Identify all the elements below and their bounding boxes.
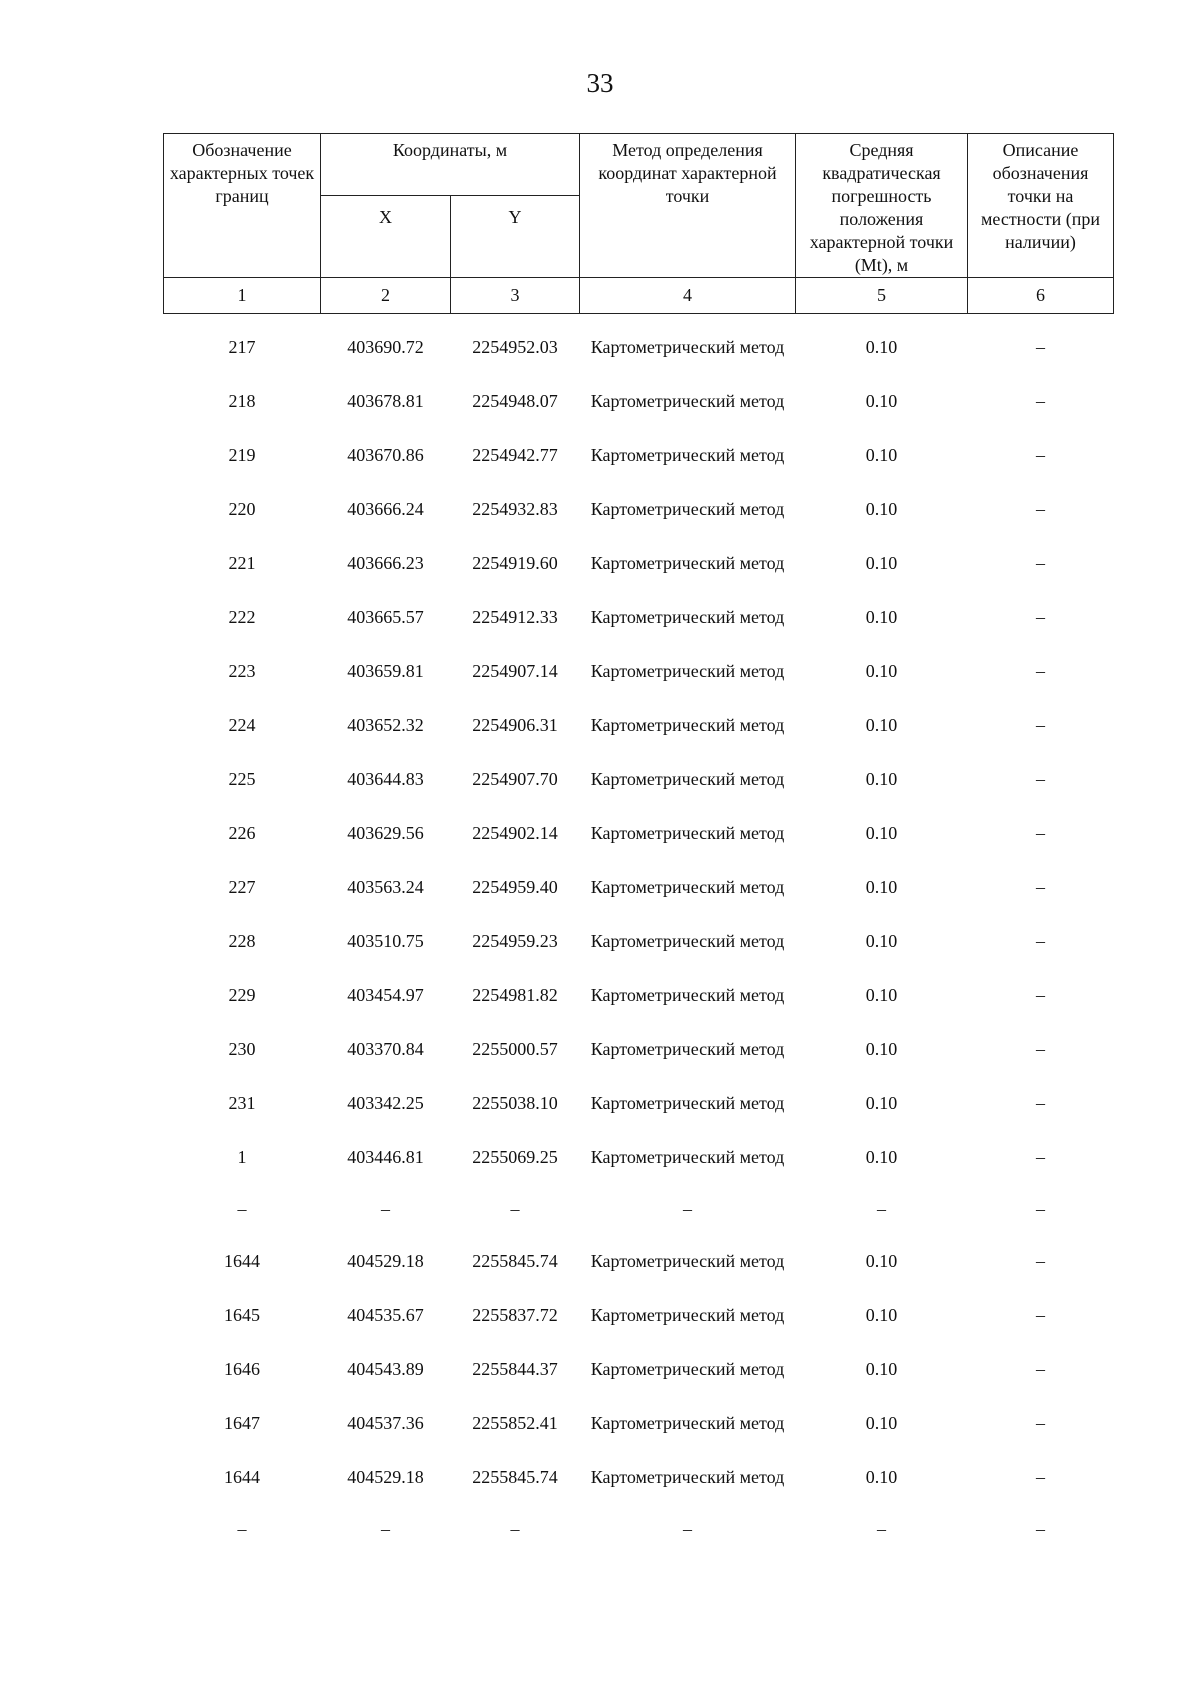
x-coordinate-cell: 403454.97	[347, 985, 424, 1005]
y-coordinate-cell: –	[510, 1519, 520, 1539]
x-coordinate-cell: 403659.81	[347, 661, 424, 681]
point-id-cell: 227	[228, 877, 256, 897]
point-id-cell: 231	[228, 1093, 256, 1113]
x-coordinate-cell: 403644.83	[347, 769, 424, 789]
description-cell: –	[1036, 661, 1046, 681]
point-id-cell: 226	[228, 823, 256, 843]
x-coordinate-cell: 403446.81	[347, 1147, 424, 1167]
y-coordinate-cell: 2255000.57	[472, 1039, 558, 1059]
y-coordinate-cell: 2254906.31	[472, 715, 558, 735]
method-cell: Картометрический метод	[590, 930, 785, 951]
table-row	[164, 1342, 1114, 1396]
y-coordinate-cell: 2254907.70	[472, 769, 558, 789]
error-cell: 0.10	[865, 1467, 898, 1487]
point-id-cell: –	[237, 1519, 247, 1539]
y-coordinate-cell: 2254959.23	[472, 931, 558, 951]
description-cell: –	[1036, 607, 1046, 627]
description-cell: –	[1036, 1467, 1046, 1487]
method-cell: Картометрический метод	[590, 876, 785, 897]
table-row	[164, 860, 1114, 914]
header-error: Средняя квадратическая погрешность положения характерной точки (Mt), м	[796, 134, 968, 278]
method-cell: Картометрический метод	[590, 1466, 785, 1487]
y-coordinate-cell: 2254959.40	[472, 877, 558, 897]
method-cell: Картометрический метод	[590, 1358, 785, 1379]
error-cell: 0.10	[865, 1413, 898, 1433]
error-cell: 0.10	[865, 931, 898, 951]
error-cell: 0.10	[865, 877, 898, 897]
column-number-row	[164, 278, 1114, 314]
y-coordinate-cell: 2254952.03	[472, 337, 558, 357]
description-cell: –	[1036, 985, 1046, 1005]
x-coordinate-cell: –	[381, 1199, 390, 1219]
method-cell: –	[683, 1518, 693, 1539]
column-number: 1	[164, 278, 321, 314]
error-cell: 0.10	[865, 1305, 898, 1325]
error-cell: 0.10	[865, 661, 898, 681]
table-row	[164, 428, 1114, 482]
table-row	[164, 1022, 1114, 1076]
method-cell: Картометрический метод	[590, 336, 785, 357]
x-coordinate-cell: 404529.18	[347, 1251, 424, 1271]
x-coordinate-cell: 403563.24	[347, 877, 424, 897]
table-row	[164, 482, 1114, 536]
y-coordinate-cell: 2255038.10	[472, 1093, 558, 1113]
method-cell: Картометрический метод	[590, 1092, 785, 1113]
method-cell: Картометрический метод	[590, 552, 785, 573]
error-cell: 0.10	[865, 1093, 898, 1113]
table-row	[164, 644, 1114, 698]
point-id-cell: –	[237, 1199, 247, 1219]
error-cell: 0.10	[865, 1359, 898, 1379]
x-coordinate-cell: 404537.36	[347, 1413, 424, 1433]
y-coordinate-cell: 2255845.74	[472, 1251, 558, 1271]
method-cell: Картометрический метод	[590, 498, 785, 519]
header-method: Метод определения координат характерной точки	[580, 134, 796, 278]
method-cell: Картометрический метод	[590, 1412, 785, 1433]
x-coordinate-cell: 403665.57	[347, 607, 424, 627]
description-cell: –	[1036, 1359, 1046, 1379]
description-cell: –	[1036, 877, 1046, 897]
method-cell: Картометрический метод	[590, 768, 785, 789]
description-cell: –	[1036, 823, 1046, 843]
description-cell: –	[1036, 337, 1046, 357]
x-coordinate-cell: 403666.23	[347, 553, 424, 573]
method-cell: Картометрический метод	[590, 1250, 785, 1271]
error-cell: –	[877, 1199, 887, 1219]
header-x: X	[321, 196, 451, 278]
point-id-cell: 220	[228, 499, 256, 519]
point-id-cell: 219	[228, 445, 256, 465]
y-coordinate-cell: 2255844.37	[472, 1359, 558, 1379]
error-cell: –	[877, 1519, 887, 1539]
point-id-cell: 218	[228, 391, 256, 411]
table-row	[164, 914, 1114, 968]
description-cell: –	[1036, 1199, 1046, 1219]
header-coordinates: Координаты, м	[321, 134, 580, 196]
y-coordinate-cell: 2254907.14	[472, 661, 558, 681]
table-row	[164, 374, 1114, 428]
table-row	[164, 806, 1114, 860]
point-id-cell: 230	[228, 1039, 256, 1059]
table-row	[164, 590, 1114, 644]
x-coordinate-cell: 403678.81	[347, 391, 424, 411]
column-number: 2	[321, 278, 451, 314]
error-cell: 0.10	[865, 391, 898, 411]
description-cell: –	[1036, 1039, 1046, 1059]
description-cell: –	[1036, 1413, 1046, 1433]
description-cell: –	[1036, 931, 1046, 951]
column-number: 6	[968, 278, 1114, 314]
y-coordinate-cell: 2254912.33	[472, 607, 558, 627]
table-row	[164, 698, 1114, 752]
column-number: 4	[580, 278, 796, 314]
error-cell: 0.10	[865, 769, 898, 789]
point-id-cell: 1645	[224, 1305, 260, 1325]
method-cell: Картометрический метод	[590, 1038, 785, 1059]
method-cell: Картометрический метод	[590, 714, 785, 735]
y-coordinate-cell: 2254902.14	[472, 823, 558, 843]
method-cell: Картометрический метод	[590, 606, 785, 627]
coordinates-table	[163, 133, 1114, 1554]
point-id-cell: 222	[228, 607, 256, 627]
y-coordinate-cell: –	[510, 1199, 520, 1219]
coordinates-sheet	[163, 133, 1113, 1554]
x-coordinate-cell: 404535.67	[347, 1305, 424, 1325]
error-cell: 0.10	[865, 553, 898, 573]
description-cell: –	[1036, 1093, 1046, 1113]
table-row	[164, 314, 1114, 375]
point-id-cell: 224	[228, 715, 256, 735]
point-id-cell: 217	[228, 337, 256, 357]
y-coordinate-cell: 2254948.07	[472, 391, 558, 411]
table-row	[164, 536, 1114, 590]
x-coordinate-cell: 403670.86	[347, 445, 424, 465]
x-coordinate-cell: 403690.72	[347, 337, 424, 357]
y-coordinate-cell: 2254932.83	[472, 499, 558, 519]
point-id-cell: 1646	[224, 1359, 260, 1379]
point-id-cell: 1647	[224, 1413, 260, 1433]
x-coordinate-cell: 404529.18	[347, 1467, 424, 1487]
x-coordinate-cell: 403342.25	[347, 1093, 424, 1113]
description-cell: –	[1036, 1519, 1046, 1539]
column-number: 5	[796, 278, 968, 314]
error-cell: 0.10	[865, 445, 898, 465]
description-cell: –	[1036, 1147, 1046, 1167]
description-cell: –	[1036, 391, 1046, 411]
error-cell: 0.10	[865, 607, 898, 627]
method-cell: Картометрический метод	[590, 660, 785, 681]
error-cell: 0.10	[865, 1251, 898, 1271]
header-point: Обозначение характерных точек границ	[164, 134, 321, 278]
column-number: 3	[451, 278, 580, 314]
description-cell: –	[1036, 499, 1046, 519]
table-row	[164, 1184, 1114, 1234]
y-coordinate-cell: 2255852.41	[472, 1413, 558, 1433]
point-id-cell: 1644	[224, 1467, 260, 1487]
table-row	[164, 1076, 1114, 1130]
point-id-cell: 221	[228, 553, 256, 573]
description-cell: –	[1036, 553, 1046, 573]
x-coordinate-cell: 403629.56	[347, 823, 424, 843]
point-id-cell: 225	[228, 769, 256, 789]
y-coordinate-cell: 2255069.25	[472, 1147, 558, 1167]
y-coordinate-cell: 2255845.74	[472, 1467, 558, 1487]
x-coordinate-cell: –	[381, 1519, 390, 1539]
point-id-cell: 1644	[224, 1251, 260, 1271]
table-row	[164, 752, 1114, 806]
method-cell: Картометрический метод	[590, 444, 785, 465]
table-row	[164, 1450, 1114, 1504]
y-coordinate-cell: 2254981.82	[472, 985, 558, 1005]
header-y: Y	[451, 196, 580, 278]
method-cell: Картометрический метод	[590, 390, 785, 411]
error-cell: 0.10	[865, 1039, 898, 1059]
x-coordinate-cell: 403510.75	[347, 931, 424, 951]
method-cell: Картометрический метод	[590, 1304, 785, 1325]
description-cell: –	[1036, 715, 1046, 735]
header-description: Описание обозначения точки на местности (при наличии)	[968, 134, 1114, 278]
description-cell: –	[1036, 1305, 1046, 1325]
x-coordinate-cell: 403666.24	[347, 499, 424, 519]
table-row	[164, 1396, 1114, 1450]
table-row	[164, 1130, 1114, 1184]
y-coordinate-cell: 2255837.72	[472, 1305, 558, 1325]
point-id-cell: 229	[228, 985, 256, 1005]
table-row	[164, 1234, 1114, 1288]
description-cell: –	[1036, 769, 1046, 789]
table-row	[164, 1504, 1114, 1554]
method-cell: –	[683, 1198, 693, 1219]
table-body	[164, 314, 1114, 1555]
error-cell: 0.10	[865, 715, 898, 735]
method-cell: Картометрический метод	[590, 822, 785, 843]
x-coordinate-cell: 403652.32	[347, 715, 424, 735]
x-coordinate-cell: 404543.89	[347, 1359, 424, 1379]
page-number: 33	[586, 68, 614, 98]
y-coordinate-cell: 2254942.77	[472, 445, 558, 465]
description-cell: –	[1036, 445, 1046, 465]
error-cell: 0.10	[865, 1147, 898, 1167]
table-header	[164, 134, 1114, 314]
description-cell: –	[1036, 1251, 1046, 1271]
error-cell: 0.10	[865, 823, 898, 843]
error-cell: 0.10	[865, 499, 898, 519]
table-row	[164, 1288, 1114, 1342]
point-id-cell: 1	[237, 1147, 247, 1167]
point-id-cell: 228	[228, 931, 256, 951]
x-coordinate-cell: 403370.84	[347, 1039, 424, 1059]
method-cell: Картометрический метод	[590, 1146, 785, 1167]
table-row	[164, 968, 1114, 1022]
error-cell: 0.10	[865, 337, 898, 357]
method-cell: Картометрический метод	[590, 984, 785, 1005]
error-cell: 0.10	[865, 985, 898, 1005]
point-id-cell: 223	[228, 661, 256, 681]
y-coordinate-cell: 2254919.60	[472, 553, 558, 573]
